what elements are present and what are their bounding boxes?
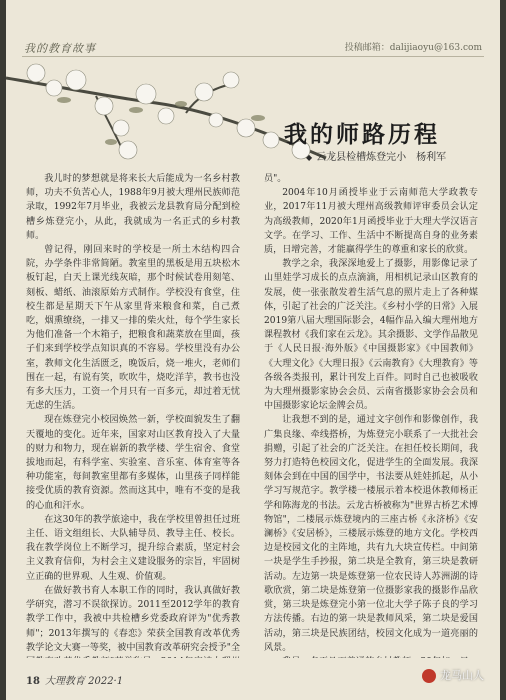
paragraph: 曾记得，刚回来时的学校是一所土木结构四合院，办学条件非常简陋。教室里的黑板是用五块松木板钉起，白天上课光线灰暗，那个时候试卷用刻笔、刻板、蜡纸、油滚原始方式制作。学校没有食堂，住校生都是星期天下午从家里背来粮食和菜，自己煮吃，烟熏缭绕，一排又一排的柴火灶，每个学生家长为他们准备一个木箱子，把粮食和蔬菜放在里面，孩子们来到学校学点知识真的不容易。学校里没有办公室，教师文化生活匮乏，晚饭后，烧一堆火，老师们围在一起，有说有笑，吹吹牛，烧吃洋芋，教书也没有多大压力，工资一个月只有一百多元，却过着无忧无虑的生活。 — [26, 245, 240, 412]
paragraph: 在做好教书育人本职工作的同时，我认真做好教学研究，潜习不误欲探访。2011至2012学年的教育教学工作中，我被中共检槽乡党委政府评为"优秀教师"；2013年撰写的《春恋》荣获全国教育改革优秀教学论文大赛一等奖，被中国教育改革研究会授予"全 — [26, 585, 240, 653]
paw-logo-icon — [422, 669, 436, 683]
article-column-left — [26, 172, 240, 658]
magazine-name: 大理教育 — [44, 676, 85, 687]
article-title: 我的师路历程 — [284, 122, 440, 148]
diamond-bullet-icon: ◆ — [306, 153, 313, 162]
column-name: 我的教育故事 — [24, 42, 96, 55]
page-number: 18 — [26, 676, 40, 687]
article-column-right — [264, 172, 478, 658]
paragraph: 我儿时的梦想就是将来长大后能成为一名乡村教师，功夫不负苦心人，1988年9月被大理州民族师范录取，1992年7月毕业，我被云龙县教育局分配到检槽乡炼登完小，从此，我就成为一名正式的乡村教师。 — [26, 174, 240, 241]
magazine-page — [6, 0, 500, 700]
submission-email: 投稿邮箱：dalijiaoyu@163.com — [344, 43, 482, 53]
author-name: 云龙县检槽炼登完小 杨利军 — [316, 152, 447, 163]
paragraph: 员"。 — [264, 174, 287, 184]
paragraph: 2004年10月函授毕业于云南师范大学政教专业，2017年11月被大理州高级教师评审委员会认定为高级教师，2020年1月函授毕业于大理大学汉语言文学。在学习、工作、生活中不断提高自身的业务素质，日增完善，才能赢得学生的尊重和家长的欣赏。 — [264, 188, 478, 256]
paragraph: 让我想不到的是，通过文字创作和影像创作，我广集良缘、牵线搭桥，为炼登完小联系了一大批社会捐赠，引起了社会的广泛关注。在担任校长期间，我努力打造特色校园文化，促进学生的全面发展。我深刻体会到在中国的国学中，书法要从娃娃抓起，从小学习写规范字。教学楼一楼展示着本校退休教师杨正学和陈海龙的书法。云龙古桥被称为"世界古桥艺术博物馆"，二楼展示炼登境内的三座古桥《永济桥》《安澜桥》《安居桥》，三楼展示炼登的地方文化。学校西边是校园文化的主阵地，共有九大块宣传栏。中间第一块是学生手抄报，第二块是全教育，第三块是教研活动。左边第一块是炼登第一位农民诗人苏洲湖的诗歌欣赏，第二块是炼登第一位摄影家我的摄影作品欣赏，第三块是炼登完小第一位北大学子陈子良的学习方法传播。右边的第一块是教师风采，第二块是爱国活动，第三块是民族团结，校园文化成为一道亮丽的风景。 — [264, 415, 478, 653]
page-footer — [26, 672, 123, 687]
header-divider — [22, 56, 484, 57]
issue-number: 2022·1 — [88, 676, 124, 687]
watermark-text: 龙马山人 — [440, 669, 484, 682]
paragraph: 现在炼登完小校园焕然一新，学校面貌发生了翻天覆地的变化。近年来，国家对山区教育投入了大量的财力和物力，现在崭新的教学楼、学生宿舍、食堂拔地而起，有科学室、实验室、音乐室、体育室等各种功能室，每间教室里都有多媒体，山里孩子同样能接受优质的教育资源。然而这其中，唯有不变的是我的心血和汗水。 — [26, 415, 240, 511]
watermark — [422, 667, 484, 683]
flower-branch-illustration — [6, 58, 336, 168]
paragraph: 教学之余，我深深地爱上了摄影，用影像记录了山里娃学习成长的点点滴滴，用相机记录山区教育的发展，使一张张散发着生活气息的照片走上了各种媒体，引起了社会的广泛关注。《乡村小学的日常》入展2019第八届大理国际影会，4幅作品入编大理州地方课程教材《我们家在云龙》。其余摄影、文学作品散见于《人民日报·海外版》《中国摄影家》《中国教师》《大理文化》《大理日报》《云南教育》《大理教育》等各级各类报刊，累计刊发上百件。同时自己也被吸收为大理州摄影家协会会员、云南省摄影家协会会员和中国摄影家论坛金牌会员。 — [264, 259, 478, 412]
paragraph — [264, 655, 478, 658]
paragraph: 在这30年的教学旅途中，我在学校里曾担任过班主任、语文组组长、大队辅导员、教导主任、校长。我在教学岗位上不断学习，提升综合素质，坚定村会主义教育信仰，为村会主义建设服务的宗旨，牢固树立正确的世界观、人生观、价值观。 — [26, 514, 240, 582]
author-byline — [306, 148, 446, 163]
